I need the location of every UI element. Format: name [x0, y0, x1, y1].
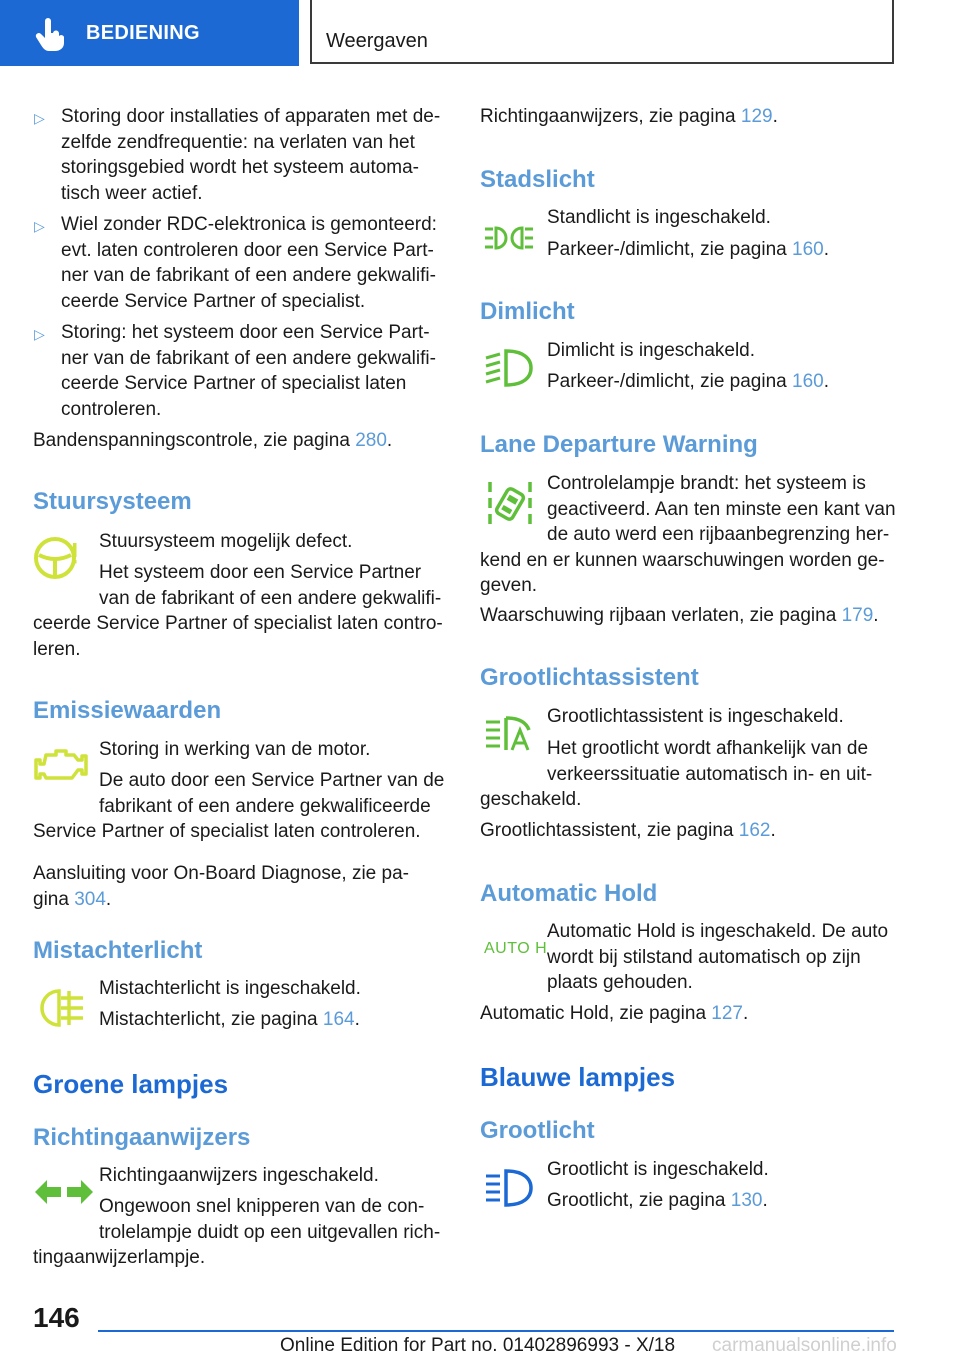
richting-line-3: trolelampje duidt op een uitgevallen rich-	[99, 1221, 441, 1243]
heading-grootlicht: Grootlicht	[480, 1117, 595, 1144]
gla-line-2: Het grootlicht wordt afhankelijk van de	[547, 738, 869, 759]
heading-richtingaanwijzers: Richtingaanwijzers	[33, 1124, 251, 1151]
bullet-1-line-4: tisch weer actief.	[61, 182, 203, 204]
low-beam-icon	[484, 348, 534, 388]
page-link[interactable]: 164	[322, 1009, 355, 1030]
bullet-3-line-2: ner van de fabrikant of een andere gekwalifi-	[61, 347, 436, 369]
obd-line-1: Aansluiting voor On-Board Diagnose, zie pa-	[33, 863, 409, 884]
page-link[interactable]: 162	[738, 820, 771, 841]
stuursysteem-line-2: Het systeem door een Service Partner	[99, 562, 422, 583]
heading-grootlichtassistent: Grootlichtassistent	[480, 664, 699, 691]
bullet-icon: ▷	[34, 110, 45, 126]
autohold-line-1: Automatic Hold is ingeschakeld. De auto	[547, 921, 889, 942]
lane-line-1: Controlelampje brandt: het systeem is	[547, 473, 866, 494]
steering-warning-icon	[33, 535, 77, 581]
footer-divider	[98, 1330, 894, 1332]
gla-line-3: verkeerssituatie automatisch in- en uit-	[547, 763, 873, 785]
autohold-line-3: plaats gehouden.	[547, 972, 693, 993]
page-link[interactable]: 280	[355, 430, 387, 451]
stuursysteem-line-4: ceerde Service Partner of specialist laten contro-	[33, 613, 443, 634]
turn-signal-icon	[33, 1177, 95, 1207]
auto-hold-icon: AUTO H	[484, 940, 548, 957]
page-link[interactable]: 179	[841, 605, 874, 626]
rear-fog-light-icon	[35, 987, 87, 1029]
heading-groene-lampjes: Groene lampjes	[33, 1069, 229, 1099]
tire-pressure-reference: Bandenspanningscontrole, zie pagina 280.	[33, 430, 393, 451]
mist-line-1: Mistachterlicht is ingeschakeld.	[99, 978, 361, 999]
dimlicht-line-2: Parkeer-/dimlicht, zie pagina 160.	[547, 371, 829, 392]
high-beam-icon	[484, 1168, 534, 1208]
bullet-1-line-3: storingsgebied wordt het systeem automa-	[61, 157, 420, 178]
parking-light-icon	[484, 225, 534, 251]
lane-line-5: geven.	[480, 575, 538, 596]
bullet-icon: ▷	[34, 218, 45, 234]
richting-line-2: Ongewoon snel knipperen van de con-	[99, 1196, 425, 1217]
lane-line-3: de auto werd een rijbaanbegrenzing her-	[547, 524, 890, 545]
heading-dimlicht: Dimlicht	[480, 298, 575, 325]
emissie-line-4: Service Partner of specialist laten controleren.	[33, 821, 421, 842]
bullet-2-line-1: Wiel zonder RDC-elektronica is gemonteerd:	[61, 214, 437, 235]
heading-lane-departure-warning: Lane Departure Warning	[480, 431, 758, 458]
lane-line-4: kend en er kunnen waarschuwingen worden ge-	[480, 549, 885, 571]
dimlicht-line-1: Dimlicht is ingeschakeld.	[547, 340, 756, 361]
page-number: 146	[33, 1302, 80, 1333]
page-link[interactable]: 127	[711, 1003, 743, 1024]
heading-stuursysteem: Stuursysteem	[33, 488, 192, 515]
engine-warning-icon	[34, 747, 90, 783]
page-link[interactable]: 304	[74, 888, 106, 910]
emissie-line-2: De auto door een Service Partner van de	[99, 770, 445, 791]
gla-reference: Grootlichtassistent, zie pagina 162.	[480, 820, 776, 841]
heading-mistachterlicht: Mistachterlicht	[33, 937, 203, 964]
heading-automatic-hold: Automatic Hold	[480, 880, 658, 907]
watermark: carmanualsonline.info	[712, 1335, 897, 1356]
bullet-3-line-4: controleren.	[61, 398, 162, 420]
grootlicht-line-1: Grootlicht is ingeschakeld.	[547, 1159, 769, 1180]
high-beam-assistant-icon	[484, 714, 534, 754]
bullet-2-line-4: ceerde Service Partner of specialist.	[61, 290, 366, 312]
grootlicht-line-2: Grootlicht, zie pagina 130.	[547, 1190, 768, 1211]
emissie-line-1: Storing in werking van de motor.	[99, 739, 371, 760]
emissie-line-3: fabrikant of een andere gekwalificeerde	[99, 795, 431, 817]
page-header	[0, 0, 960, 66]
section-label: BEDIENING	[86, 22, 200, 44]
autohold-reference: Automatic Hold, zie pagina 127.	[480, 1003, 749, 1024]
stadslicht-line-2: Parkeer-/dimlicht, zie pagina 160.	[547, 239, 829, 260]
bullet-2-line-2: evt. laten controleren door een Service Part-	[61, 239, 434, 261]
obd-line-2: gina 304.	[33, 888, 112, 910]
bullet-2-line-3: ner van de fabrikant of een andere gekwalifi-	[61, 265, 436, 286]
lane-reference: Waarschuwing rijbaan verlaten, zie pagina 179.	[480, 605, 879, 626]
page-link[interactable]: 160	[792, 371, 824, 392]
edition-text: Online Edition for Part no. 01402896993 - X/18	[280, 1335, 676, 1356]
section-tab	[0, 0, 299, 66]
hand-pointer-icon	[34, 18, 68, 52]
heading-stadslicht: Stadslicht	[480, 166, 595, 193]
stuursysteem-line-3: van de fabrikant of een andere gekwalifi-	[99, 587, 442, 609]
mist-line-2: Mistachterlicht, zie pagina 164.	[99, 1009, 360, 1030]
lane-line-2: geactiveerd. Aan ten minste een kant van	[547, 498, 896, 520]
bullet-3-line-3: ceerde Service Partner of specialist laten	[61, 373, 407, 394]
subsection-tab	[310, 0, 894, 64]
richting-line-1: Richtingaanwijzers ingeschakeld.	[99, 1165, 379, 1186]
stadslicht-line-1: Standlicht is ingeschakeld.	[547, 207, 771, 228]
lane-departure-icon	[486, 478, 534, 528]
subsection-label: Weergaven	[326, 30, 428, 52]
richting-line-4: tingaanwijzerlampje.	[33, 1247, 206, 1268]
bullet-3-line-1: Storing: het systeem door een Service Part-	[61, 322, 430, 343]
gla-line-4: geschakeld.	[480, 789, 582, 810]
heading-blauwe-lampjes: Blauwe lampjes	[480, 1062, 676, 1092]
bullet-1-line-1: Storing door installaties of apparaten met de-	[61, 106, 441, 127]
page-link[interactable]: 130	[730, 1190, 763, 1211]
stuursysteem-line-5: leren.	[33, 638, 81, 660]
heading-emissiewaarden: Emissiewaarden	[33, 697, 222, 724]
autohold-line-2: wordt bij stilstand automatisch op zijn	[547, 946, 861, 968]
gla-line-1: Grootlichtassistent is ingeschakeld.	[547, 706, 844, 727]
turn-signal-reference: Richtingaanwijzers, zie pagina 129.	[480, 106, 778, 127]
page-link[interactable]: 129	[740, 106, 773, 127]
page-link[interactable]: 160	[792, 239, 824, 260]
bullet-1-line-2: zelfde zendfrequentie: na verlaten van het	[61, 131, 415, 153]
bullet-icon: ▷	[34, 326, 45, 342]
stuursysteem-line-1: Stuursysteem mogelijk defect.	[99, 531, 353, 552]
